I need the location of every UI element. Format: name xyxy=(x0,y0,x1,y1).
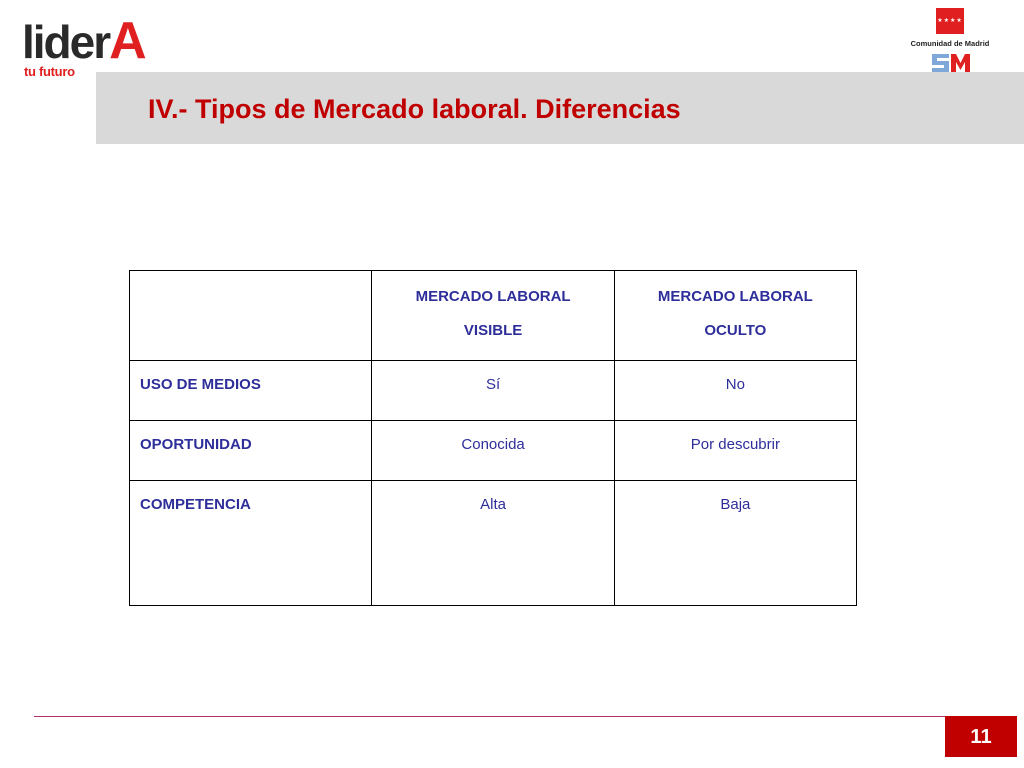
header-line: MERCADO LABORAL xyxy=(415,288,571,305)
row-label: USO DE MEDIOS xyxy=(130,361,372,421)
org-name: Comunidad de Madrid xyxy=(910,39,990,48)
page-title: IV.- Tipos de Mercado laboral. Diferencias xyxy=(148,94,681,124)
footer-divider xyxy=(34,716,980,717)
cell-visible: Alta xyxy=(372,481,614,606)
cell-visible: Sí xyxy=(372,361,614,421)
cell-visible: Conocida xyxy=(372,421,614,481)
header-line: VISIBLE xyxy=(463,322,523,339)
logo-wordmark xyxy=(22,12,145,70)
header-mercado-oculto xyxy=(614,271,856,361)
header-mercado-visible xyxy=(372,271,614,361)
madrid-flag-icon xyxy=(936,8,964,34)
cell-oculto: Por descubrir xyxy=(614,421,856,481)
table-corner-cell xyxy=(130,271,372,361)
table-row xyxy=(130,421,857,481)
flag-stars: ★★★★ xyxy=(937,18,963,24)
logo-main-text: lider xyxy=(22,16,110,68)
sm-logo-icon xyxy=(932,54,970,72)
title-band xyxy=(96,72,1024,144)
cell-oculto: Baja xyxy=(614,481,856,606)
logo-tagline: tu futuro xyxy=(24,64,75,79)
cell-oculto: No xyxy=(614,361,856,421)
table-row xyxy=(130,481,857,606)
table-row xyxy=(130,361,857,421)
table-header-row xyxy=(130,271,857,361)
header-line: MERCADO LABORAL xyxy=(657,288,813,305)
row-label: COMPETENCIA xyxy=(130,481,372,606)
comparison-table xyxy=(129,270,857,606)
logo-accent-letter: A xyxy=(109,12,145,70)
header-line: OCULTO xyxy=(704,322,767,339)
row-label: OPORTUNIDAD xyxy=(130,421,372,481)
page-number: 11 xyxy=(945,716,1017,757)
